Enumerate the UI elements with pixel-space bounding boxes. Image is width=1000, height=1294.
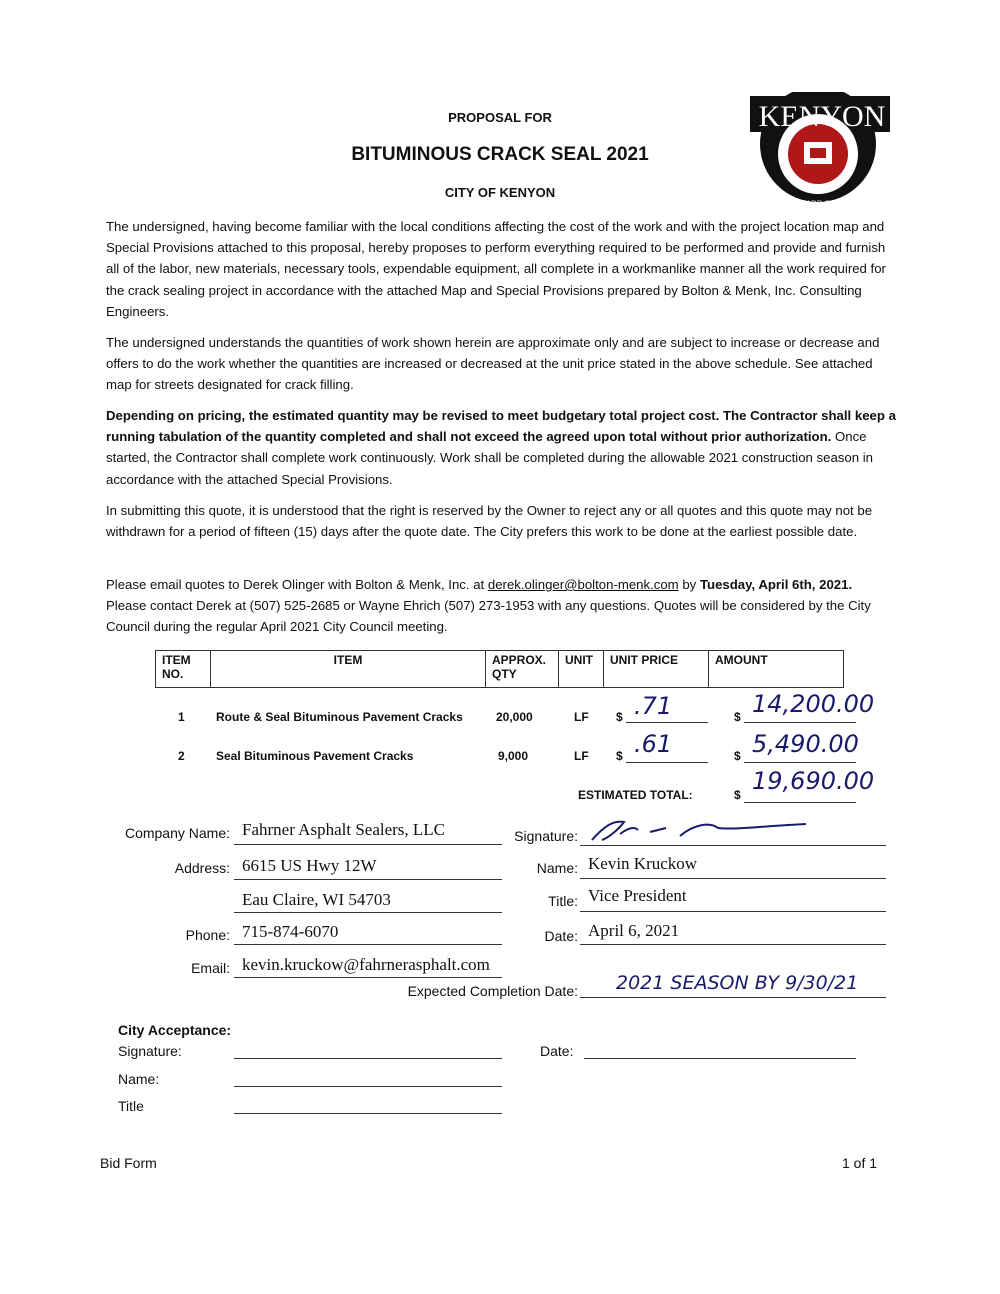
row1-item: Route & Seal Bituminous Pavement Cracks <box>216 710 463 724</box>
row1-dollar: $ <box>616 710 623 724</box>
logo-title: KENYON <box>758 100 886 133</box>
company-name-value: Fahrner Asphalt Sealers, LLC <box>242 820 446 839</box>
company-name-line <box>234 844 502 845</box>
total-dollar: $ <box>734 788 741 802</box>
budget-rest-text: Once started, the Contractor shall complete work continuously. Work shall be completed during the allowable 2021 construction season in accordance with the attached Special Provisions. <box>106 429 873 487</box>
phone-value: 715-874-6070 <box>242 922 339 941</box>
row2-no: 2 <box>178 749 185 763</box>
row2-unit: LF <box>574 749 589 763</box>
date-line <box>580 944 886 945</box>
acceptance-title-label: Title <box>118 1098 144 1114</box>
col-item-no: ITEM NO. <box>156 651 211 688</box>
city-acceptance-heading: City Acceptance: <box>118 1022 232 1038</box>
paragraph-submission <box>106 574 896 638</box>
row2-amount: 5,490.00 <box>752 730 859 758</box>
estimated-total-label: ESTIMATED TOTAL: <box>578 788 693 802</box>
total-line <box>744 802 856 803</box>
name-value: Kevin Kruckow <box>588 854 698 873</box>
row1-price-line <box>626 722 708 723</box>
row1-amount-dollar: $ <box>734 710 741 724</box>
col-unit: UNIT <box>559 651 604 688</box>
title-line <box>580 911 886 912</box>
row1-amount-line <box>744 722 856 723</box>
signature-line <box>580 845 886 846</box>
footer-page-number: 1 of 1 <box>842 1155 878 1171</box>
signature-label: Signature: <box>514 828 578 844</box>
row2-dollar: $ <box>616 749 623 763</box>
completion-date-label: Expected Completion Date: <box>407 983 578 999</box>
row2-unit-price: .61 <box>634 730 673 758</box>
acceptance-name-line <box>234 1086 502 1087</box>
paragraph-budget <box>106 405 896 490</box>
email-link[interactable]: derek.olinger@bolton-menk.com <box>487 577 679 592</box>
acceptance-name-label: Name: <box>118 1071 160 1087</box>
submission-text-b: by <box>678 577 700 592</box>
row1-unit: LF <box>574 710 589 724</box>
acceptance-signature-label: Signature: <box>118 1043 182 1059</box>
email-value: kevin.kruckow@fahrnerasphalt.com <box>242 955 490 974</box>
email-label: Email: <box>191 960 230 976</box>
document-title: BITUMINOUS CRACK SEAL 2021 <box>351 144 649 165</box>
row1-unit-price: .71 <box>634 692 673 720</box>
row1-amount: 14,200.00 <box>752 690 875 718</box>
bid-items-table <box>155 650 844 688</box>
phone-line <box>234 944 502 945</box>
kenyon-logo <box>742 92 894 214</box>
paragraph-intro: The undersigned, having become familiar with the local conditions affecting the cost of the work and with the project location map and Special Provisions attached to this proposal, hereby proposes to perform everything required to be performed and provide and furnish all of the labor, new materials, necessary tools, expendable equipment, all complete in a workmanlike manner all the work required for the crack sealing project in accordance with the attached Map and Special Provisions prepared by Bolton & Menk, Inc. Consulting Engineers. <box>106 219 886 319</box>
acceptance-date-line <box>584 1058 856 1059</box>
submission-text-c: Please contact Derek at (507) 525-2685 or Wayne Ehrich (507) 273-1953 with any questions. Quotes will be considered by the City Council during the regular April 2021 City Council meeting. <box>106 598 871 635</box>
row2-price-line <box>626 762 708 763</box>
table-header-row <box>156 651 844 688</box>
col-qty: APPROX. QTY <box>486 651 559 688</box>
acceptance-signature-line <box>234 1058 502 1059</box>
estimated-total: 19,690.00 <box>752 767 875 795</box>
row2-qty: 9,000 <box>498 749 529 763</box>
contractor-signature <box>584 812 814 848</box>
phone-label: Phone: <box>185 927 230 943</box>
col-unit-price: UNIT PRICE <box>604 651 709 688</box>
city-name: CITY OF KENYON <box>444 185 556 200</box>
name-line <box>580 878 886 879</box>
date-value: April 6, 2021 <box>588 921 680 940</box>
address-line2-value: Eau Claire, WI 54703 <box>242 890 391 909</box>
row2-amount-line <box>744 762 856 763</box>
deadline-text: Tuesday, April 6th, 2021. <box>699 577 853 592</box>
proposal-for-label: PROPOSAL FOR <box>448 110 552 125</box>
date-label: Date: <box>544 928 578 944</box>
footer-form-name: Bid Form <box>100 1155 157 1171</box>
acceptance-date-label: Date: <box>540 1043 574 1059</box>
completion-date-line <box>580 997 886 998</box>
address-line2-line <box>234 912 502 913</box>
email-line <box>234 977 502 978</box>
row1-qty: 20,000 <box>496 710 533 724</box>
col-item: ITEM <box>211 651 486 688</box>
company-name-label: Company Name: <box>124 825 230 841</box>
title-value: Vice President <box>588 886 687 905</box>
submission-text-a: Please email quotes to Derek Olinger with Bolton & Menk, Inc. at <box>106 577 488 592</box>
budget-bold-text: Depending on pricing, the estimated quantity may be revised to meet budgetary total project cost. The Contractor shall keep a running tabulation of the quantity completed and shall not exceed the agreed upon total without prior authorization. <box>106 408 896 445</box>
acceptance-title-line <box>234 1113 502 1114</box>
paragraph-quantities: The undersigned understands the quantities of work shown herein are approximate only and are subject to increase or decrease and offers to do the work whether the quantities are increased or decreased at the unit price stated in the above schedule. See attached map for streets designated for crack filling. <box>106 335 880 393</box>
address-line1-value: 6615 US Hwy 12W <box>242 856 377 875</box>
col-amount: AMOUNT <box>709 651 844 688</box>
paragraph-terms: In submitting this quote, it is understood that the right is reserved by the Owner to reject any or all quotes and this quote may not be withdrawn for a period of fifteen (15) days after the quote date. The City prefers this work to be done at the earliest possible date. <box>106 503 873 540</box>
title-label: Title: <box>548 893 578 909</box>
row2-item: Seal Bituminous Pavement Cracks <box>216 749 414 763</box>
row1-no: 1 <box>178 710 185 724</box>
logo-ring-text: BOULEVARD OF ROSES <box>774 199 862 208</box>
address-line1-line <box>234 879 502 880</box>
name-label: Name: <box>536 860 578 876</box>
row2-amount-dollar: $ <box>734 749 741 763</box>
address-label: Address: <box>174 860 230 876</box>
completion-date-value: 2021 SEASON BY 9/30/21 <box>616 972 859 994</box>
